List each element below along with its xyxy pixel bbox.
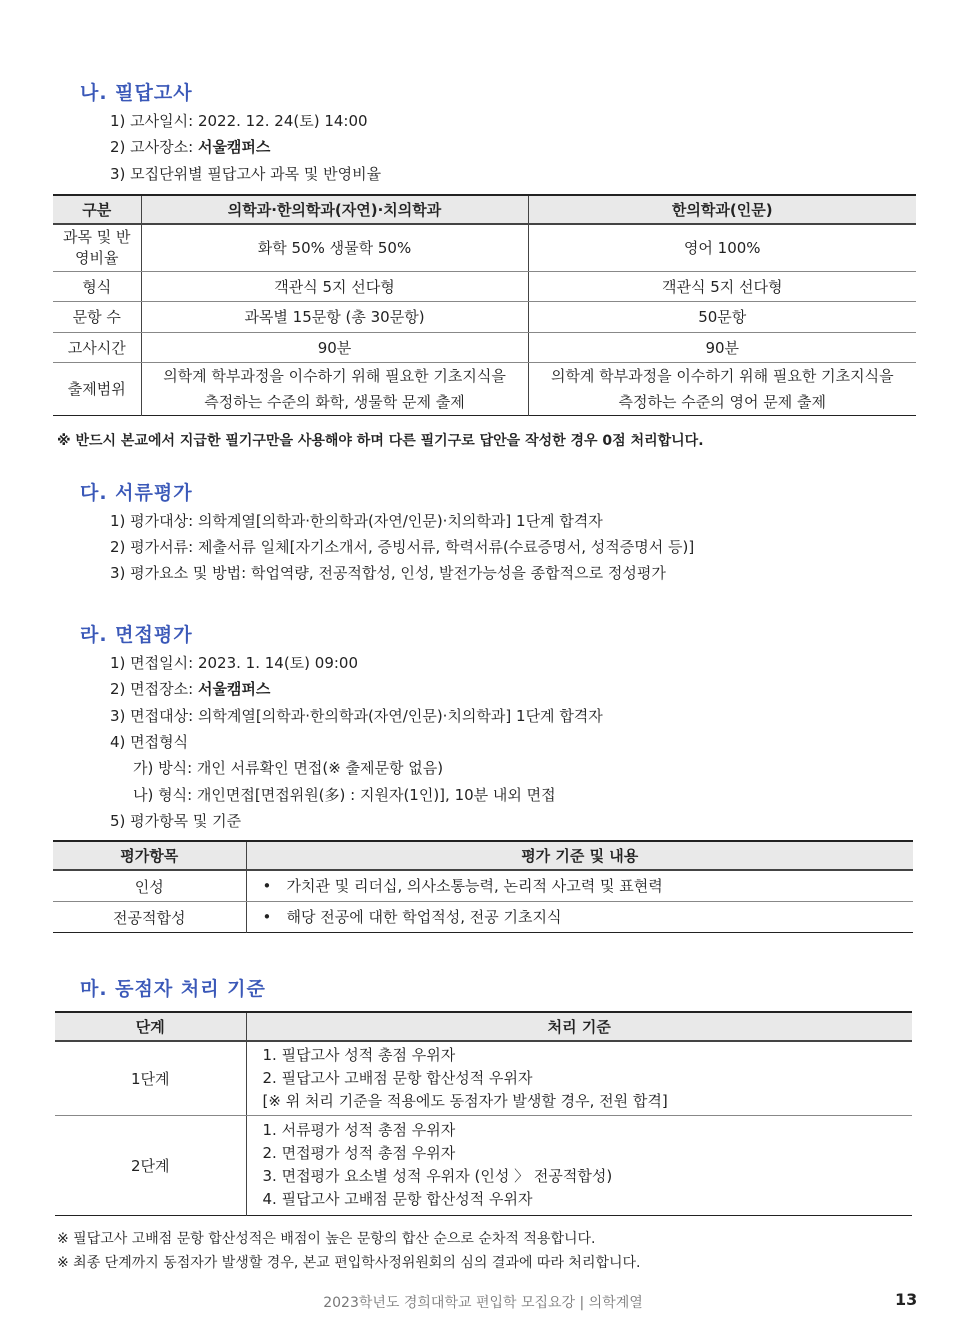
interview-line-2	[110, 678, 270, 699]
cell: 90분	[528, 332, 916, 362]
tiebreak-table-header-criteria: 처리 기준	[246, 1012, 912, 1041]
interview-subline-2: 나) 형식: 개인면접[면접위원(多) : 지원자(1인)], 10분 내외 면접	[133, 786, 556, 804]
cell	[246, 902, 913, 933]
cell: 의학계 학부과정을 이수하기 위해 필요한 기초지식을 측정하는 수준의 화학, 생물학 문제 출제	[141, 362, 528, 415]
interview-table	[53, 840, 913, 933]
cell	[246, 1041, 912, 1115]
exam-table-header-humanities: 한의학과(인문)	[528, 195, 916, 224]
interview-line-1-text: 1) 면접일시: 2023. 1. 14(토) 09:00	[110, 654, 359, 672]
interview-line-3-text: 3) 면접대상: 의학계열[의학과·한의학과(자연/인문)·치의학과] 1단계 합격자	[110, 707, 603, 725]
tiebreak-note-2: ※ 최종 단계까지 동점자가 발생할 경우, 본교 편입학사정위원회의 심의 결과에 따라 처리합니다.	[57, 1255, 641, 1271]
cell	[246, 870, 913, 902]
section-title-tiebreak: 마. 동점자 처리 기준	[80, 978, 266, 1000]
exam-line-1-text: 1) 고사일시: 2022. 12. 24(토) 14:00	[110, 112, 368, 130]
row-label: 인성	[53, 870, 246, 902]
cell: 90분	[141, 332, 528, 362]
list-item: • 가치관 및 리더십, 의사소통능력, 논리적 사고력 및 표현력	[263, 871, 908, 901]
interview-line-4	[110, 731, 188, 752]
interview-subline-1: 가) 방식: 개인 서류확인 면접(※ 출제문항 없음)	[133, 759, 444, 777]
exam-table	[53, 194, 916, 416]
list-item: 2. 면접평가 성적 총점 우위자	[262, 1144, 456, 1162]
exam-venue: 서울캠퍼스	[197, 138, 271, 156]
table-row	[53, 870, 913, 902]
page-number: 13	[895, 1290, 918, 1309]
tiebreak-table-header-stage: 단계	[55, 1012, 246, 1041]
interview-line-5: 5) 평가항목 및 기준	[110, 812, 242, 830]
documents-line-3: 3) 평가요소 및 방법: 학업역량, 전공적합성, 인성, 발전가능성을 종합적으로 정성평가	[110, 564, 666, 582]
cell: 객관식 5지 선다형	[141, 271, 528, 301]
criteria-list	[253, 1044, 907, 1113]
table-row	[53, 271, 916, 301]
exam-note: ※ 반드시 본교에서 지급한 필기구만을 사용해야 하며 다른 필기구로 답안을 작성한 경우 0점 처리합니다.	[57, 433, 704, 449]
table-row	[55, 1041, 912, 1115]
row-label: 형식	[53, 271, 141, 301]
documents-line-2: 2) 평가서류: 제출서류 일체[자기소개서, 증빙서류, 학력서류(수료증명서, 성적증명서 등)]	[110, 538, 695, 556]
cell: 의학계 학부과정을 이수하기 위해 필요한 기초지식을 측정하는 수준의 영어 문제 출제	[528, 362, 916, 415]
exam-table-header-category: 구분	[53, 195, 141, 224]
table-row	[53, 332, 916, 362]
cell: 화학 50% 생물학 50%	[141, 224, 528, 271]
page-footer: 2023학년도 경희대학교 편입학 모집요강 | 의학계열	[323, 1295, 643, 1311]
exam-line-3-text: 3) 모집단위별 필답고사 과목 및 반영비율	[110, 165, 382, 183]
list-item: [※ 위 처리 기준을 적용에도 동점자가 발생할 경우, 전원 합격]	[262, 1091, 668, 1110]
section-title-written-exam: 나. 필답고사	[80, 82, 193, 104]
list-item: 2. 필답고사 고배점 문항 합산성적 우위자	[262, 1068, 533, 1087]
section-title-documents: 다. 서류평가	[80, 482, 193, 504]
cell: 영어 100%	[528, 224, 916, 271]
cell	[246, 1115, 912, 1215]
row-label: 과목 및 반영비율	[53, 224, 141, 271]
interview-table-header-criteria: 평가 기준 및 내용	[246, 841, 913, 870]
exam-line-2-text: 2) 고사장소:	[110, 138, 198, 156]
interview-table-header-item: 평가항목	[53, 841, 246, 870]
exam-table-header-natural: 의학과·한의학과(자연)·치의학과	[141, 195, 528, 224]
list-item: 1. 서류평가 성적 총점 우위자	[262, 1121, 456, 1139]
table-row	[53, 362, 916, 415]
interview-venue: 서울캠퍼스	[197, 680, 271, 698]
cell: 객관식 5지 선다형	[528, 271, 916, 301]
row-label: 1단계	[55, 1041, 246, 1115]
criteria-list	[253, 1119, 907, 1211]
table-row	[53, 301, 916, 332]
row-label: 문항 수	[53, 301, 141, 332]
table-row	[53, 224, 916, 271]
interview-line-4-text: 4) 면접형식	[110, 733, 189, 751]
bullet-list	[253, 902, 908, 932]
list-item: 4. 필답고사 고배점 문항 합산성적 우위자	[262, 1190, 533, 1208]
list-item: 1. 필답고사 성적 총점 우위자	[262, 1045, 456, 1064]
cell: 과목별 15문항 (총 30문항)	[141, 301, 528, 332]
list-item: • 해당 전공에 대한 학업적성, 전공 기초지식	[263, 902, 908, 932]
interview-line-2-text: 2) 면접장소:	[110, 680, 198, 698]
tiebreak-table	[55, 1011, 912, 1216]
tiebreak-note-1: ※ 필답고사 고배점 문항 합산성적은 배점이 높은 문항의 합산 순으로 순차적 적용합니다.	[57, 1231, 596, 1247]
row-label: 출제범위	[67, 380, 126, 398]
interview-line-1	[110, 652, 358, 673]
row-label: 고사시간	[53, 332, 141, 362]
row-label: 전공적합성	[113, 908, 186, 927]
documents-line-1: 1) 평가대상: 의학계열[의학과·한의학과(자연/인문)·치의학과] 1단계 합격자	[110, 512, 603, 530]
row-label: 2단계	[130, 1156, 170, 1175]
list-item: 3. 면접평가 요소별 성적 우위자 (인성 〉 전공적합성)	[262, 1167, 613, 1185]
section-title-interview: 라. 면접평가	[80, 624, 193, 646]
exam-line-2	[110, 136, 270, 157]
interview-line-3	[110, 705, 603, 726]
bullet-list	[253, 871, 908, 901]
table-row	[53, 902, 913, 933]
exam-line-3	[110, 163, 381, 184]
cell: 50문항	[528, 301, 916, 332]
table-row	[55, 1115, 912, 1215]
exam-line-1	[110, 110, 368, 131]
